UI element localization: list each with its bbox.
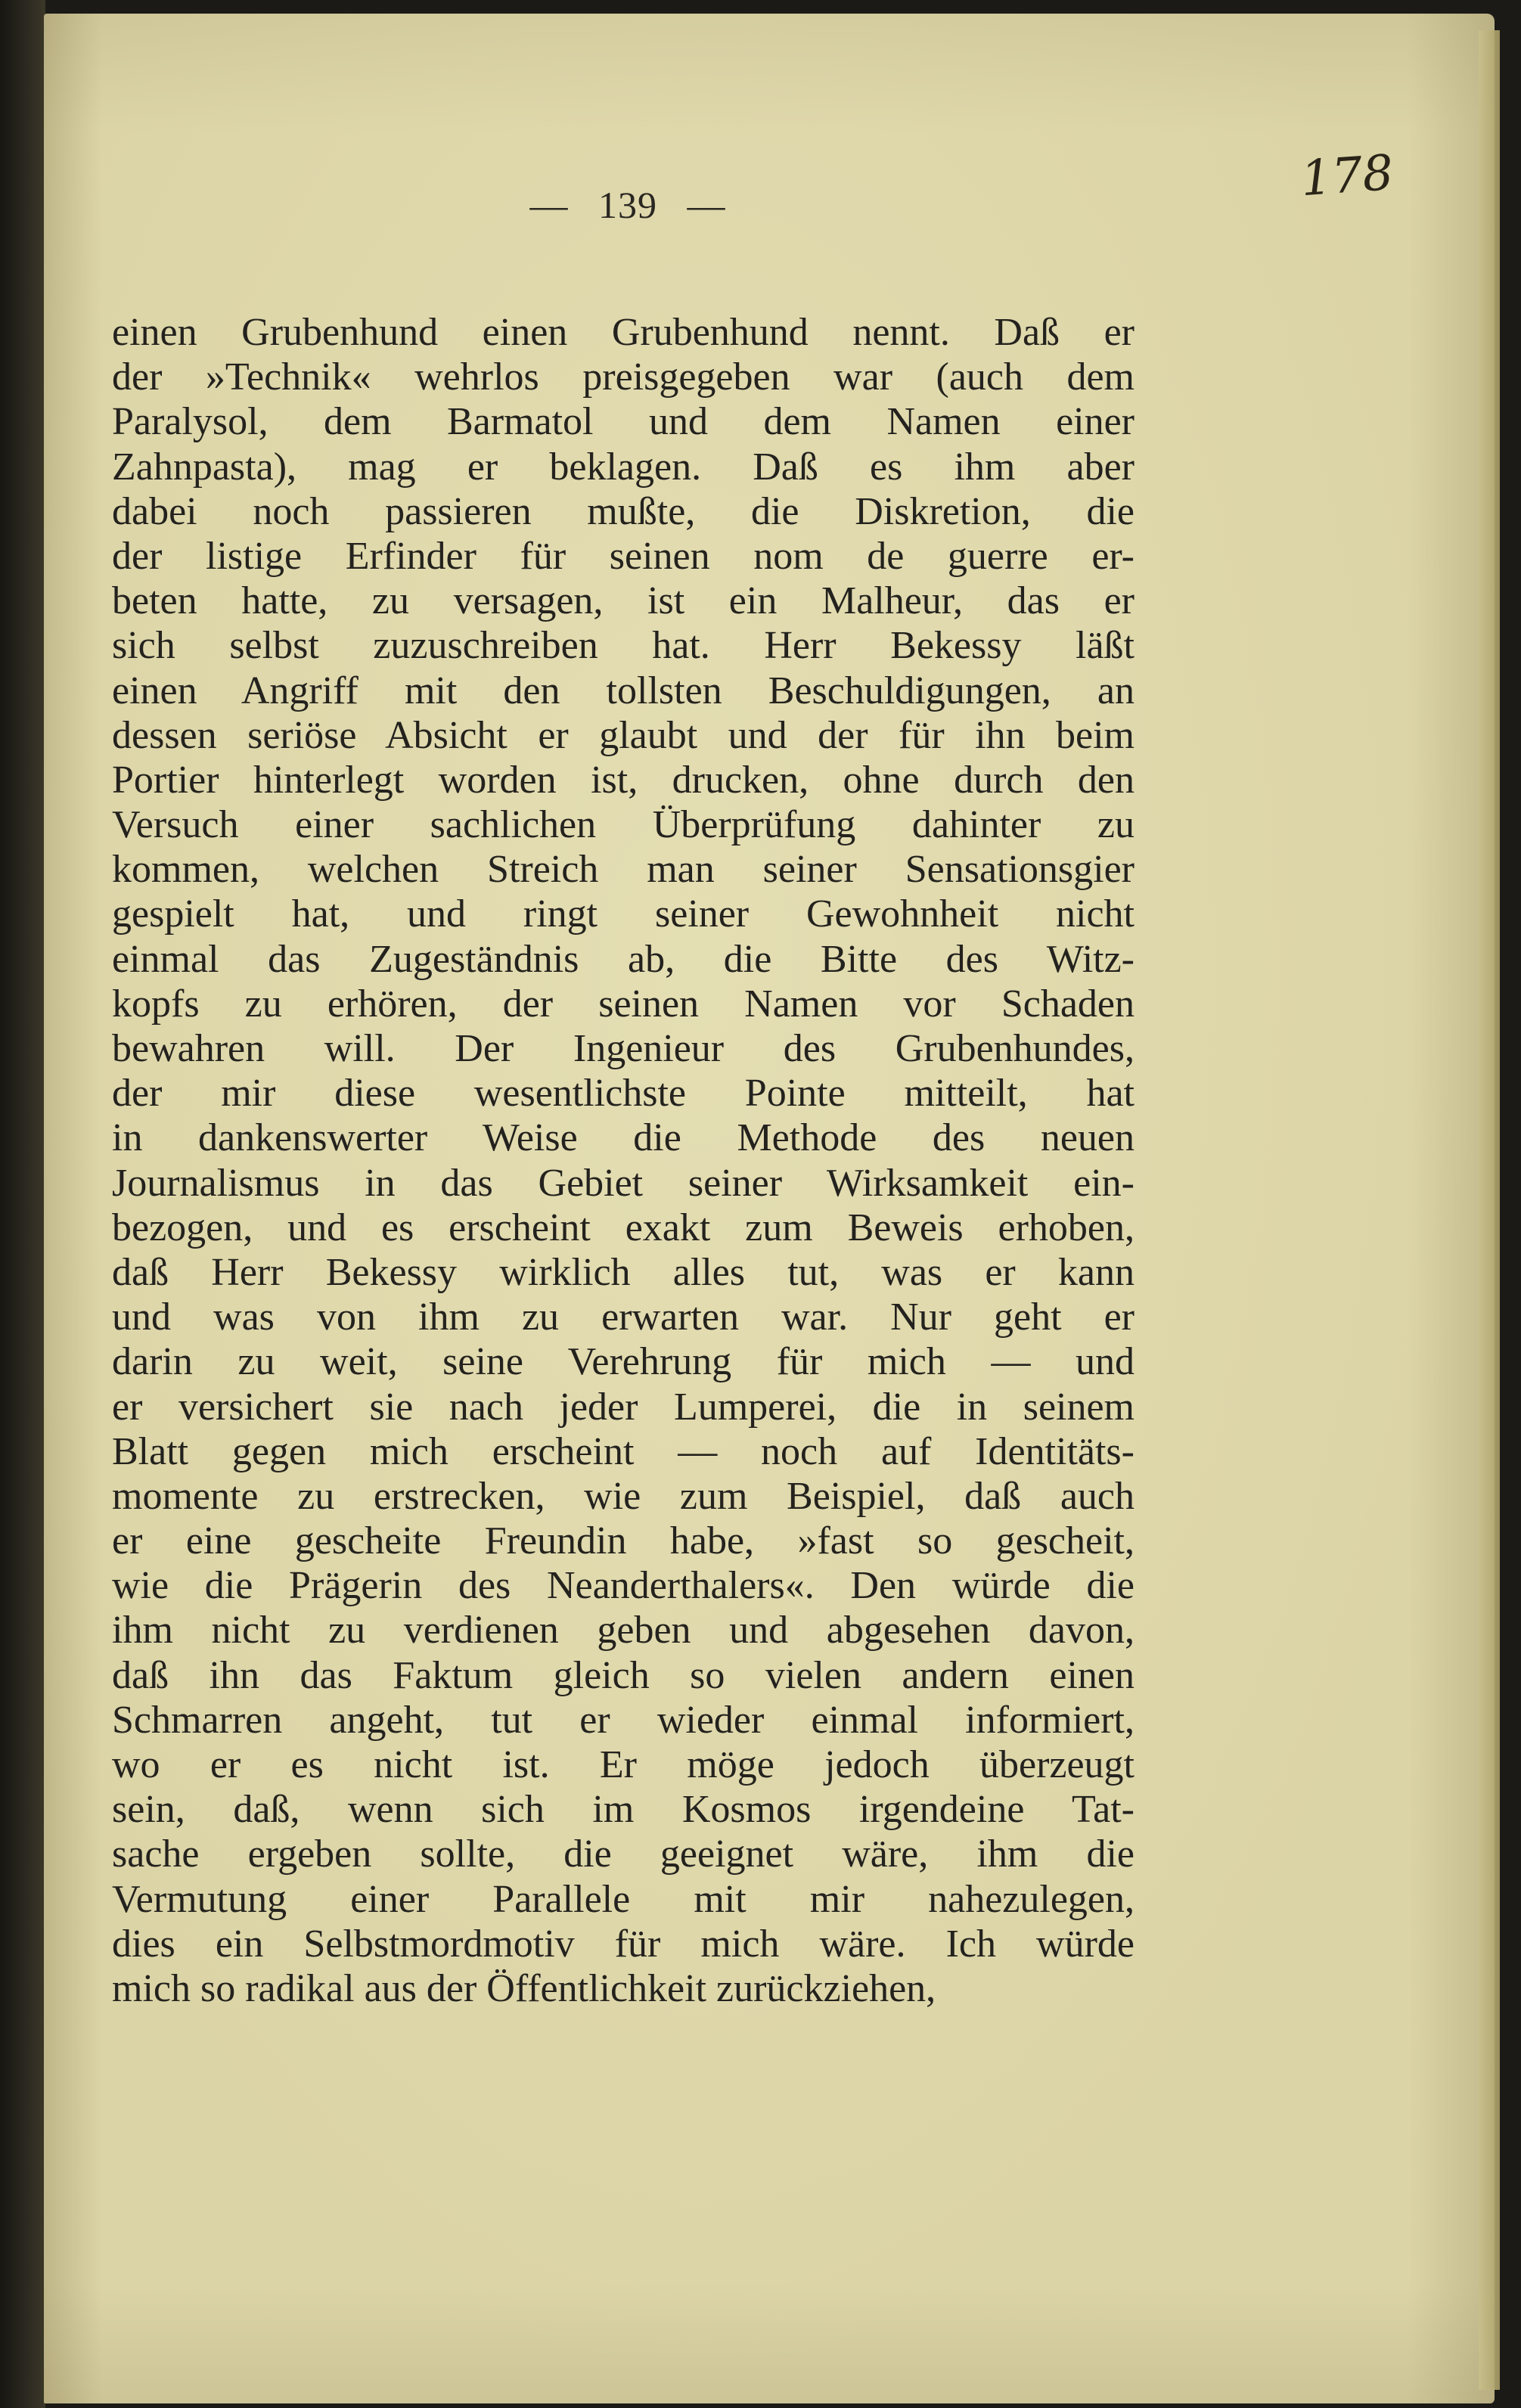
header-dash-right: — [687,184,726,226]
text-line: einen Angriff mit den tollsten Beschuldigungen, an [112,669,1135,712]
text-line: dabei noch passieren mußte, die Diskretion, die [112,489,1135,533]
text-line: momente zu erstrecken, wie zum Beispiel, daß auch [112,1474,1135,1518]
text-line: sein, daß, wenn sich im Kosmos irgendeine Tat- [112,1788,1135,1832]
text-line: kommen, welchen Streich man seiner Sensationsgier [112,848,1135,892]
text-line: daß Herr Bekessy wirklich alles tut, was er kann [112,1250,1135,1294]
text-line: beten hatte, zu versagen, ist ein Malheur, das er [112,579,1135,623]
text-line: Zahnpasta), mag er beklagen. Daß es ihm aber [112,445,1135,489]
text-line: dessen seriöse Absicht er glaubt und der für ihn beim [112,713,1135,757]
text-line: er eine gescheite Freundin habe, »fast so gescheit, [112,1519,1135,1563]
text-line: Portier hinterlegt worden ist, drucken, ohne durch den [112,758,1135,802]
text-line: bewahren will. Der Ingenieur des Grubenhundes, [112,1027,1135,1070]
text-line: bezogen, und es erscheint exakt zum Beweis erhoben, [112,1206,1135,1249]
text-line: ihm nicht zu verdienen geben und abgesehen davon, [112,1609,1135,1652]
text-line: wo er es nicht ist. Er möge jedoch überzeugt [112,1743,1135,1786]
text-line: einen Grubenhund einen Grubenhund nennt. Daß er [112,311,1135,354]
text-line: gespielt hat, und ringt seiner Gewohnheit nicht [112,892,1135,936]
text-line: er versichert sie nach jeder Lumperei, die in seinem [112,1385,1135,1429]
running-header [522,183,734,227]
text-line: mich so radikal aus der Öffentlichkeit zurückziehen, [112,1966,936,2010]
text-line: kopfs zu erhören, der seinen Namen vor Schaden [112,982,1135,1026]
text-line: dies ein Selbstmordmotiv für mich wäre. Ich würde [112,1922,1135,1966]
text-line: sich selbst zuzuschreiben hat. Herr Bekessy läßt [112,624,1135,668]
book-spine-shadow [0,0,45,2408]
text-line: Paralysol, dem Barmatol und dem Namen einer [112,400,1135,444]
text-line: daß ihn das Faktum gleich so vielen andern einen [112,1653,1135,1697]
text-line: einmal das Zugeständnis ab, die Bitte des Witz- [112,937,1135,981]
text-line: wie die Prägerin des Neanderthalers«. Den würde die [112,1564,1135,1608]
body-text [112,310,1135,2011]
handwritten-folio-number: 178 [1299,144,1395,208]
text-line: in dankenswerter Weise die Methode des neuen [112,1116,1135,1160]
text-line: Vermutung einer Parallele mit mir nahezulegen, [112,1877,1135,1921]
text-line: der »Technik« wehrlos preisgegeben war (auch dem [112,355,1135,399]
header-dash-left: — [529,184,569,226]
text-line: Blatt gegen mich erscheint — noch auf Identitäts- [112,1429,1135,1473]
text-line: der mir diese wesentlichste Pointe mitteilt, hat [112,1072,1135,1116]
text-line: Schmarren angeht, tut er wieder einmal informiert, [112,1698,1135,1742]
text-line: der listige Erfinder für seinen nom de guerre er- [112,534,1135,578]
text-line: sache ergeben sollte, die geeignet wäre, ihm die [112,1832,1135,1876]
page-edge [1479,30,1500,2390]
text-line: und was von ihm zu erwarten war. Nur geht er [112,1296,1135,1339]
text-line: Journalismus in das Gebiet seiner Wirksamkeit ein- [112,1161,1135,1205]
page-number: 139 [598,184,657,226]
text-line: darin zu weit, seine Verehrung für mich — und [112,1340,1135,1384]
text-line: Versuch einer sachlichen Überprüfung dahinter zu [112,803,1135,847]
